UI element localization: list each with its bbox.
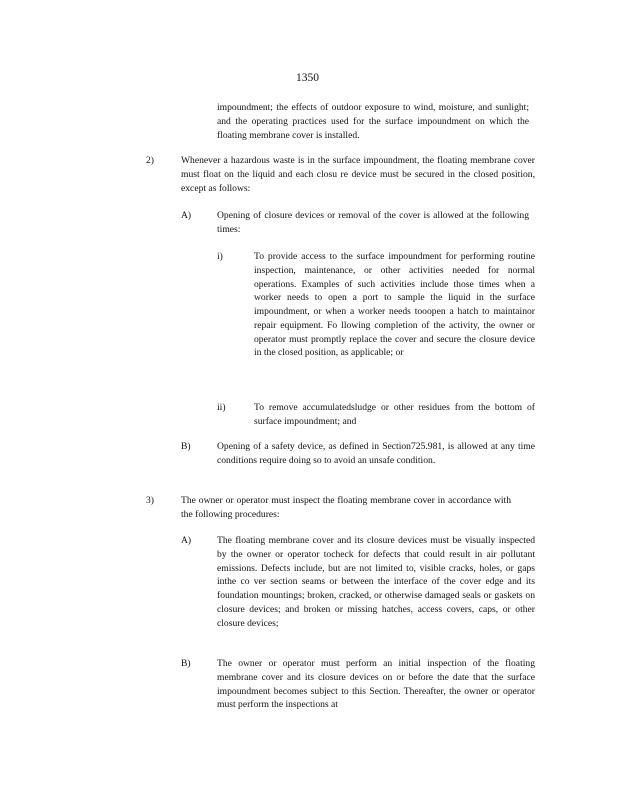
item-2-text: Whenever a hazardous waste is in the surface impoundment, the floating membrane cover must float on the liquid and each closu re device must be secured in the closed position, except as follows: [181, 155, 535, 194]
item-2-label: 2) [146, 155, 154, 166]
item-3-a-text: The floating membrane cover and its closure devices must be visually inspected by the owner or operator tocheck for defects that could result in air pollutant emissions. Defects include, but are not limited to, visible cracks, holes, or gaps inthe co ver section seams or between the interface of the cover edge and its foundation mountings; broken, cracked, or otherwise damaged seals or gaskets on closure devices; and broken or missing hatches, access covers, caps, or other closure devices; [217, 535, 535, 629]
item-3-b-text: The owner or operator must perform an initial inspection of the floating membrane cover and its closure devices on or before the date that the surface impoundment becomes subject to this Section. Thereafter, the owner or operator must perform the inspections at [217, 658, 535, 711]
item-2-a-i-label: i) [217, 251, 223, 262]
item-2-a-label: A) [181, 210, 192, 221]
item-2-a-ii-text: To remove accumulatedsludge or other residues from the bottom of surface impoundment; and [254, 402, 535, 427]
item-3-b-label: B) [181, 658, 191, 669]
item-2-b-text: Opening of a safety device, as defined in Section725.981, is allowed at any time conditions require doing so to avoid an unsafe condition. [217, 441, 535, 466]
page-number: 1350 [296, 72, 319, 84]
item-2-a-ii-label: ii) [217, 402, 226, 413]
item-2-a-i-text: To provide access to the surface impoundment for performing routine inspection, maintenance, or other activities needed for normal operations. Examples of such activities include those times when a worker needs to open a port to sample the liquid in the surface impoundment, or when a worker needs tooopen a hatch to maintainor repair equipment. Fo llowing completion of the activity, the owner or operator must promptly replace the cover and secure the closure device in the closed position, as applicable; or [254, 251, 535, 359]
item-3-a-label: A) [181, 535, 192, 546]
item-2-b-label: B) [181, 441, 191, 452]
item-2-a-text: Opening of closure devices or removal of the cover is allowed at the following times: [217, 210, 529, 235]
item-3-text: The owner or operator must inspect the floating membrane cover in accordance with the following procedures: [181, 495, 511, 520]
item-3-label: 3) [146, 495, 154, 506]
intro-continuation: impoundment; the effects of outdoor exposure to wind, moisture, and sunlight; and the operating practices used for the surface impoundment on which the floating membrane cover is installed. [217, 102, 529, 141]
